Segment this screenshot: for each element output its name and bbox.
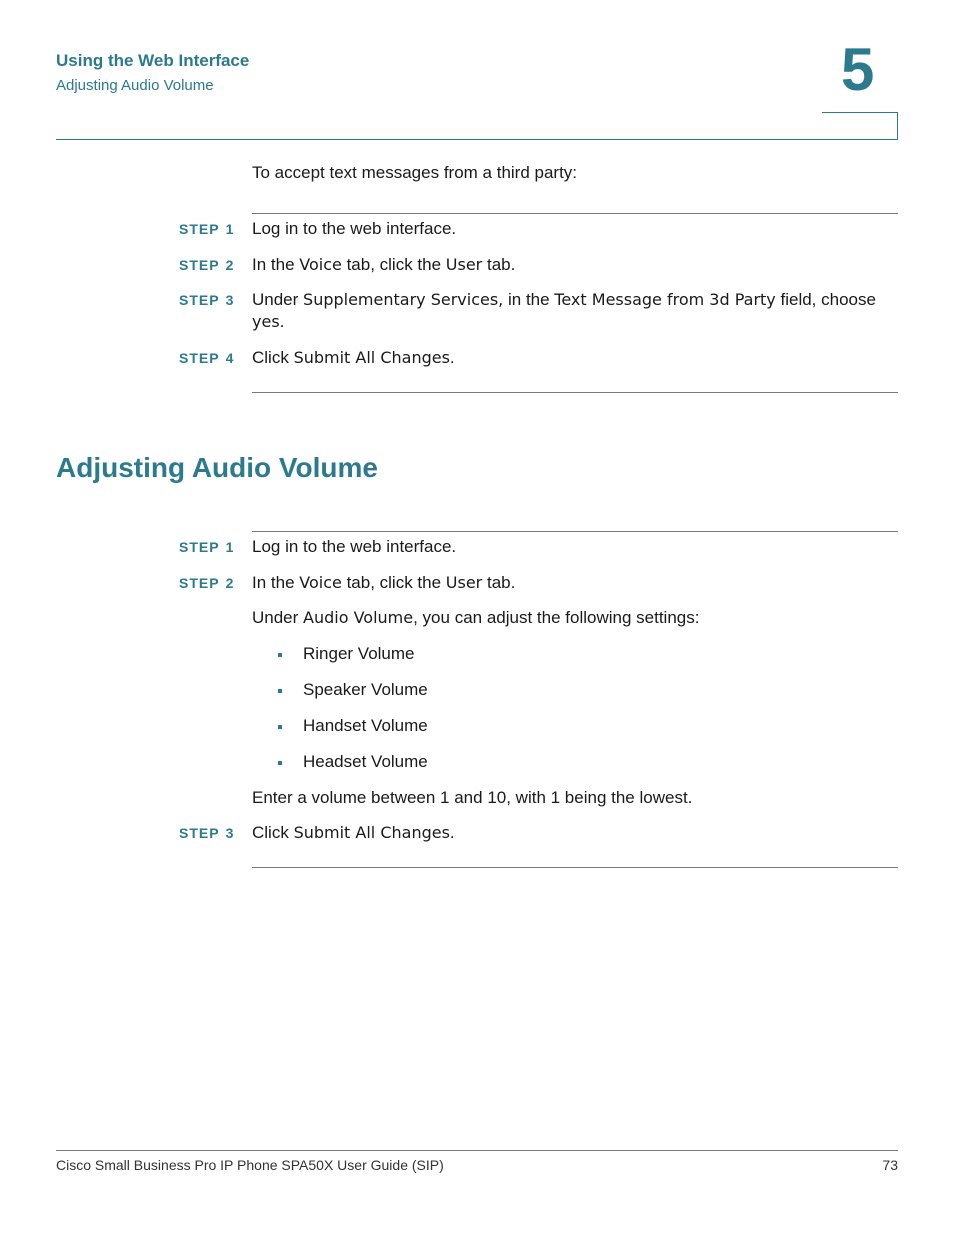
step-text	[252, 536, 456, 558]
settings-intro	[252, 607, 699, 629]
chapter-tab-frame	[822, 112, 898, 140]
text-run: .	[449, 823, 455, 842]
list-item: Handset Volume	[303, 716, 428, 735]
page-number: 73	[882, 1157, 898, 1173]
running-header-title: Using the Web Interface	[56, 51, 250, 70]
procedure-bottom-rule	[252, 392, 898, 393]
text-run: Log in to the web interface.	[252, 219, 457, 238]
ui-term: yes	[252, 312, 280, 331]
text-run: in the	[503, 290, 555, 309]
text-run: In the	[252, 255, 300, 274]
text-run: .	[449, 348, 455, 367]
bullet-marker	[278, 653, 282, 657]
footer-document-title: Cisco Small Business Pro IP Phone SPA50X User Guide (SIP)	[56, 1157, 444, 1173]
step-label: STEP 1	[179, 221, 235, 237]
step-label: STEP 3	[179, 825, 235, 841]
step-label: STEP 3	[179, 292, 235, 308]
step-text	[252, 822, 455, 844]
bullet-marker	[278, 725, 282, 729]
ui-term: User	[445, 573, 483, 592]
intro-paragraph: To accept text messages from a third party:	[252, 163, 578, 182]
procedure-top-rule	[252, 531, 898, 532]
list-item: Ringer Volume	[303, 644, 415, 663]
step-text	[252, 254, 515, 276]
ui-term: Audio Volume	[303, 608, 414, 627]
text-run: Log in to the web interface.	[252, 537, 457, 556]
running-header-subtitle: Adjusting Audio Volume	[56, 77, 214, 94]
step-label: STEP 2	[179, 575, 235, 591]
procedure-bottom-rule	[252, 867, 898, 868]
step-text	[252, 289, 898, 333]
step-label: STEP 2	[179, 257, 235, 273]
ui-term: Voice	[299, 255, 342, 274]
text-run: Under	[252, 290, 304, 309]
text-run: Click	[252, 348, 294, 367]
ui-term: Submit All Changes	[293, 348, 450, 367]
text-run: field, choose	[775, 290, 876, 309]
text-run: .	[279, 312, 285, 331]
list-item: Headset Volume	[303, 752, 428, 771]
text-run: In the	[252, 573, 300, 592]
bullet-marker	[278, 761, 282, 765]
text-run: tab.	[482, 573, 516, 592]
text-run: tab.	[482, 255, 516, 274]
step-text	[252, 347, 455, 369]
text-run: , you can adjust the following settings:	[413, 608, 700, 627]
bullet-marker	[278, 689, 282, 693]
ui-term: Supplementary Services,	[303, 290, 504, 309]
step-text	[252, 572, 515, 594]
list-item: Speaker Volume	[303, 680, 428, 699]
ui-term: Submit All Changes	[293, 823, 450, 842]
step-text	[252, 218, 456, 240]
text-run: Under	[252, 608, 304, 627]
section-heading: Adjusting Audio Volume	[56, 452, 378, 483]
footer-divider	[56, 1150, 898, 1151]
text-run: tab, click the	[341, 573, 446, 592]
ui-term: Text Message from 3d Party	[554, 290, 776, 309]
step-label: STEP 1	[179, 539, 235, 555]
ui-term: User	[445, 255, 483, 274]
text-run: Click	[252, 823, 294, 842]
procedure-top-rule	[252, 213, 898, 214]
header-divider	[56, 139, 898, 140]
volume-range-note: Enter a volume between 1 and 10, with 1 being the lowest.	[252, 788, 693, 807]
step-label: STEP 4	[179, 350, 235, 366]
ui-term: Voice	[299, 573, 342, 592]
text-run: tab, click the	[341, 255, 446, 274]
chapter-number: 5	[841, 36, 875, 103]
